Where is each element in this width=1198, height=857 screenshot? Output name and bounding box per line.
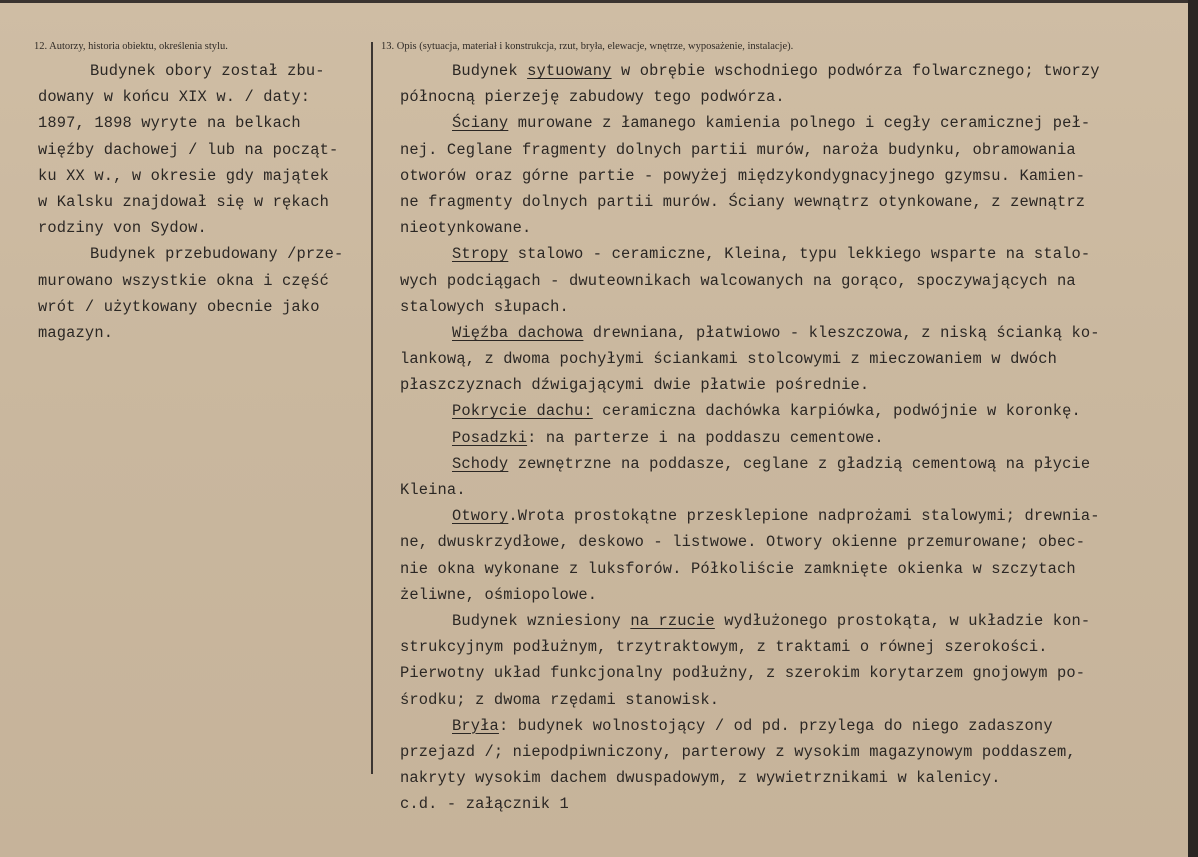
history-line: magazyn. bbox=[38, 323, 114, 342]
history-line: rodziny von Sydow. bbox=[38, 219, 207, 238]
description-line bbox=[400, 713, 1186, 739]
description-line: Kleina. bbox=[400, 481, 466, 499]
right-edge bbox=[1188, 0, 1198, 857]
line-text: stalowo - ceramiczne, Kleina, typu lekkiego wsparte na stalo- bbox=[508, 245, 1091, 264]
history-line: Budynek przebudowany /prze- bbox=[90, 245, 344, 264]
line-text: zewnętrzne na poddasze, ceglane z gładzią cementową na płycie bbox=[508, 454, 1091, 473]
description-line bbox=[400, 110, 1186, 136]
line-text: .Wrota prostokątne przesklepione nadprożami stalowymi; drewnia- bbox=[508, 507, 1100, 526]
history-line: więźby dachowej / lub na począt- bbox=[38, 140, 339, 159]
column-divider bbox=[371, 42, 373, 774]
line-text: drewniana, płatwiowo - kleszczowa, z niską ścianką ko- bbox=[583, 323, 1100, 342]
description-line bbox=[400, 320, 1186, 346]
description-line: ne fragmenty dolnych partii murów. Ściany wewnątrz otynkowane, z zewnątrz bbox=[400, 192, 1086, 211]
description-line: płaszczyznach dźwigającymi dwie płatwie pośrednie. bbox=[400, 376, 870, 395]
description-line: c.d. - załącznik 1 bbox=[400, 795, 569, 814]
description-line bbox=[400, 451, 1186, 477]
description-line bbox=[400, 608, 1186, 634]
line-text: ceramiczna dachówka karpiówka, podwójnie w koronkę. bbox=[592, 402, 1081, 421]
line-text: Budynek bbox=[452, 62, 528, 80]
underlined-term: Bryła bbox=[452, 716, 499, 735]
description-line bbox=[400, 241, 1186, 267]
description-line: ne, dwuskrzydłowe, deskowo - listwowe. Otwory okienne przemurowane; obec- bbox=[400, 533, 1086, 552]
top-edge bbox=[0, 0, 1198, 3]
underlined-term: Stropy bbox=[452, 245, 509, 264]
underlined-term: Posadzki bbox=[452, 428, 528, 447]
description-line: środku; z dwoma rzędami stanowisk. bbox=[400, 690, 720, 709]
description-line: otworów oraz górne partie - powyżej międzykondygnacyjnego gzymsu. Kamien- bbox=[400, 166, 1086, 185]
history-line: ku XX w., w okresie gdy majątek bbox=[38, 166, 329, 185]
description-line: nej. Ceglane fragmenty dolnych partii murów, naroża budynku, obramowania bbox=[400, 140, 1076, 159]
description-line bbox=[400, 425, 1186, 451]
underlined-term: Ściany bbox=[452, 114, 509, 133]
underlined-term: Więźba dachowa bbox=[452, 323, 584, 342]
description-line: lankową, z dwoma pochyłymi ściankami stolcowymi z mieczowaniem w dwóch bbox=[400, 350, 1058, 369]
description-line: stalowych słupach. bbox=[400, 297, 569, 316]
description-line bbox=[400, 398, 1186, 424]
history-line: 1897, 1898 wyryte na belkach bbox=[38, 114, 301, 133]
line-text: w obrębie wschodniego podwórza folwarcznego; tworzy bbox=[611, 62, 1100, 80]
history-line: murowano wszystkie okna i część bbox=[38, 271, 329, 290]
description-line: północną pierzeję zabudowy tego podwórza. bbox=[400, 88, 785, 107]
underlined-term: sytuowany bbox=[527, 62, 612, 80]
description-line bbox=[400, 503, 1186, 529]
description-line: przejazd /; niepodpiwniczony, parterowy z wysokim magazynowym poddaszem, bbox=[400, 742, 1076, 761]
line-text: murowane z łamanego kamienia polnego i cegły ceramicznej peł- bbox=[508, 114, 1091, 133]
description-line: nakryty wysokim dachem dwuspadowym, z wywietrznikami w kalenicy. bbox=[400, 769, 1001, 788]
description-line: nie okna wykonane z luksforów. Półkoliście zamknięte okienka w szczytach bbox=[400, 559, 1076, 578]
description-column bbox=[400, 58, 1186, 817]
history-column bbox=[38, 58, 368, 346]
history-line: wrót / użytkowany obecnie jako bbox=[38, 297, 320, 316]
section-13-heading: 13. Opis (sytuacja, materiał i konstrukcja, rzut, bryła, elewacje, wnętrze, wyposażenie, instalacje). bbox=[381, 41, 794, 52]
description-line: wych podciągach - dwuteownikach walcowanych na gorąco, spoczywających na bbox=[400, 271, 1076, 290]
history-line: Budynek obory został zbu- bbox=[90, 62, 325, 80]
description-line: żeliwne, ośmiopolowe. bbox=[400, 585, 598, 604]
description-line: strukcyjnym podłużnym, trzytraktowym, z traktami o równej szerokości. bbox=[400, 638, 1048, 657]
line-text: : budynek wolnostojący / od pd. przylega do niego zadaszony bbox=[498, 716, 1053, 735]
line-text: : na parterze i na poddaszu cementowe. bbox=[527, 428, 884, 447]
underlined-term: Schody bbox=[452, 454, 509, 473]
underlined-term: Pokrycie dachu: bbox=[452, 402, 593, 421]
history-line: dowany w końcu XIX w. / daty: bbox=[38, 88, 311, 107]
description-line bbox=[400, 58, 1186, 84]
underlined-term: na rzucie bbox=[630, 611, 715, 630]
description-line: nieotynkowane. bbox=[400, 219, 532, 238]
line-text: wydłużonego prostokąta, w układzie kon- bbox=[714, 611, 1091, 630]
underlined-term: Otwory bbox=[452, 507, 509, 526]
history-line: w Kalsku znajdował się w rękach bbox=[38, 192, 329, 211]
section-12-heading: 12. Autorzy, historia obiektu, określenia stylu. bbox=[34, 41, 228, 52]
line-text: Budynek wzniesiony bbox=[452, 611, 631, 630]
description-line: Pierwotny układ funkcjonalny podłużny, z szerokim korytarzem gnojowym po- bbox=[400, 664, 1086, 683]
